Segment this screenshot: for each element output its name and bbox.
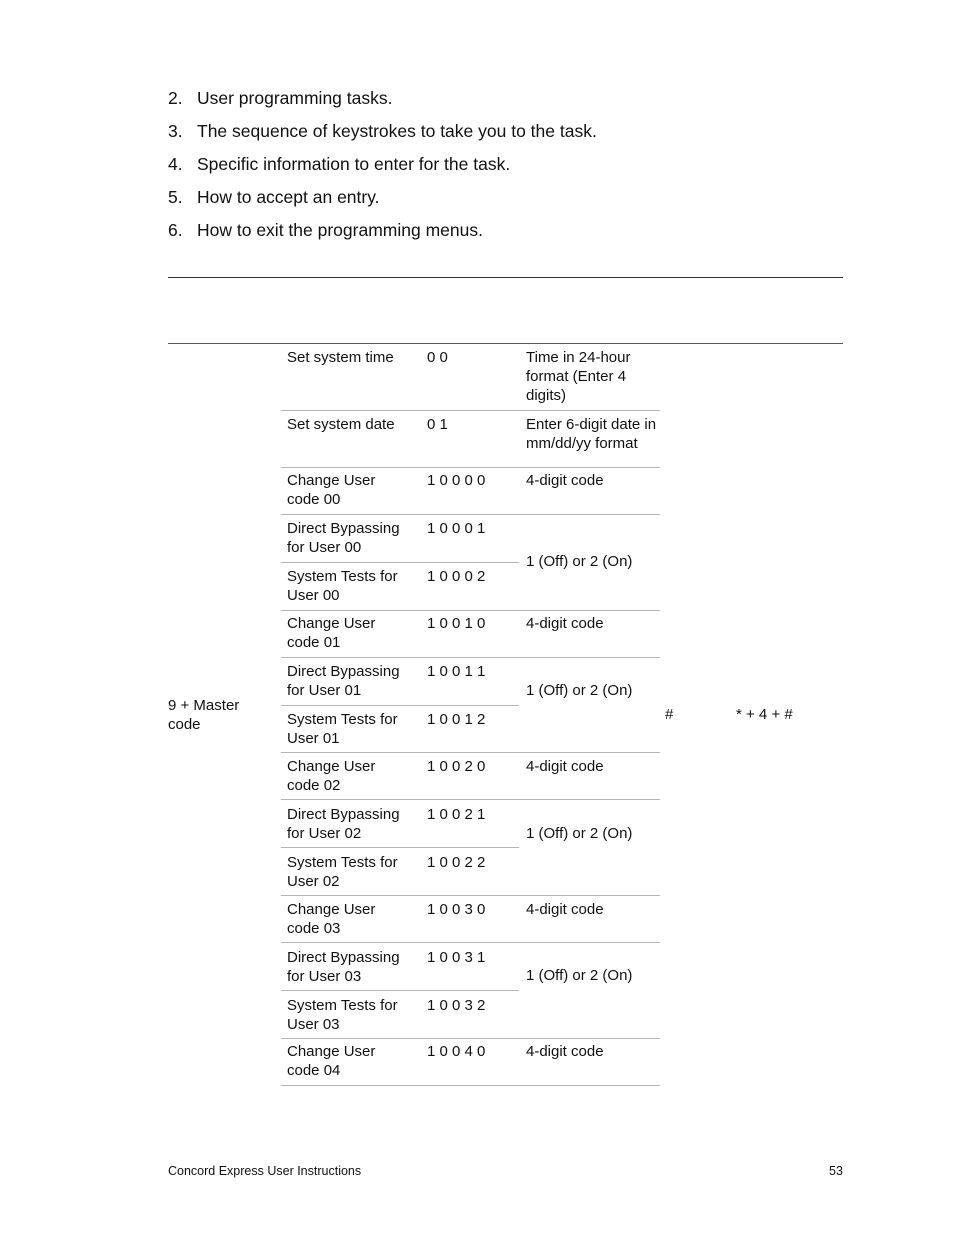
task-cell: Change User code 01 [287,615,376,651]
info-cell: 1 (Off) or 2 (On) [526,967,633,984]
row-divider [281,942,660,943]
row-divider [281,1085,660,1086]
footer-title: Concord Express User Instructions [168,1164,362,1178]
task-cell: Direct Bypassing for User 01 [287,663,400,699]
table-top-border [168,343,843,344]
info-cell: Time in 24-hour format (Enter 4 digits) [526,349,631,404]
row-divider [281,799,660,800]
row-divider [281,752,660,753]
row-divider [281,1038,660,1039]
section-divider [168,277,843,278]
row-divider [281,705,519,706]
task-cell: Change User code 02 [287,758,376,794]
task-cell: Direct Bypassing for User 00 [287,520,400,556]
keys-cell: 1 0 0 0 2 [427,568,486,585]
keys-cell: 1 0 0 1 2 [427,711,486,728]
exit-menu-cell: * + 4 + # [736,706,793,723]
info-cell: 4-digit code [526,758,604,775]
info-cell: 1 (Off) or 2 (On) [526,553,633,570]
row-divider [281,657,660,658]
task-cell: Direct Bypassing for User 03 [287,949,400,985]
task-cell: Change User code 00 [287,472,376,508]
keys-cell: 1 0 0 2 1 [427,806,486,823]
row-divider [281,514,660,515]
task-cell: Set system time [287,349,394,366]
task-cell: System Tests for User 02 [287,854,398,890]
task-cell: System Tests for User 00 [287,568,398,604]
row-divider [281,990,519,991]
info-cell: 1 (Off) or 2 (On) [526,682,633,699]
task-cell: Change User code 03 [287,901,376,937]
info-cell: 4-digit code [526,901,604,918]
task-cell: System Tests for User 03 [287,997,398,1033]
keys-cell: 1 0 0 3 1 [427,949,486,966]
keys-cell: 0 0 [427,349,448,366]
list-item: 3. The sequence of keystrokes to take you to the task. [168,121,597,141]
info-cell: 4-digit code [526,1043,604,1060]
list-item: 4. Specific information to enter for the task. [168,154,511,174]
list-item: 5. How to accept an entry. [168,187,380,207]
keys-cell: 0 1 [427,416,448,433]
task-cell: Direct Bypassing for User 02 [287,806,400,842]
info-cell: 1 (Off) or 2 (On) [526,825,633,842]
access-code-cell: 9 + Master code [168,697,240,733]
instruction-list [168,88,597,253]
keys-cell: 1 0 0 0 0 [427,472,486,489]
accept-entry-cell: # [665,706,674,723]
keys-cell: 1 0 0 3 2 [427,997,486,1014]
list-item: 2. User programming tasks. [168,88,393,108]
row-divider [281,610,660,611]
keys-cell: 1 0 0 4 0 [427,1043,486,1060]
task-cell: System Tests for User 01 [287,711,398,747]
row-divider [281,467,660,468]
keys-cell: 1 0 0 2 2 [427,854,486,871]
keys-cell: 1 0 0 0 1 [427,520,486,537]
row-divider [281,410,660,411]
keys-cell: 1 0 0 2 0 [427,758,486,775]
info-cell: Enter 6-digit date in mm/dd/yy format [526,416,657,452]
list-item: 6. How to exit the programming menus. [168,220,483,240]
info-cell: 4-digit code [526,472,604,489]
keys-cell: 1 0 0 1 1 [427,663,486,680]
task-cell: Set system date [287,416,395,433]
row-divider [281,562,519,563]
row-divider [281,895,660,896]
keys-cell: 1 0 0 3 0 [427,901,486,918]
task-cell: Change User code 04 [287,1043,376,1079]
keys-cell: 1 0 0 1 0 [427,615,486,632]
row-divider [281,847,519,848]
info-cell: 4-digit code [526,615,604,632]
page-number: 53 [829,1164,843,1178]
